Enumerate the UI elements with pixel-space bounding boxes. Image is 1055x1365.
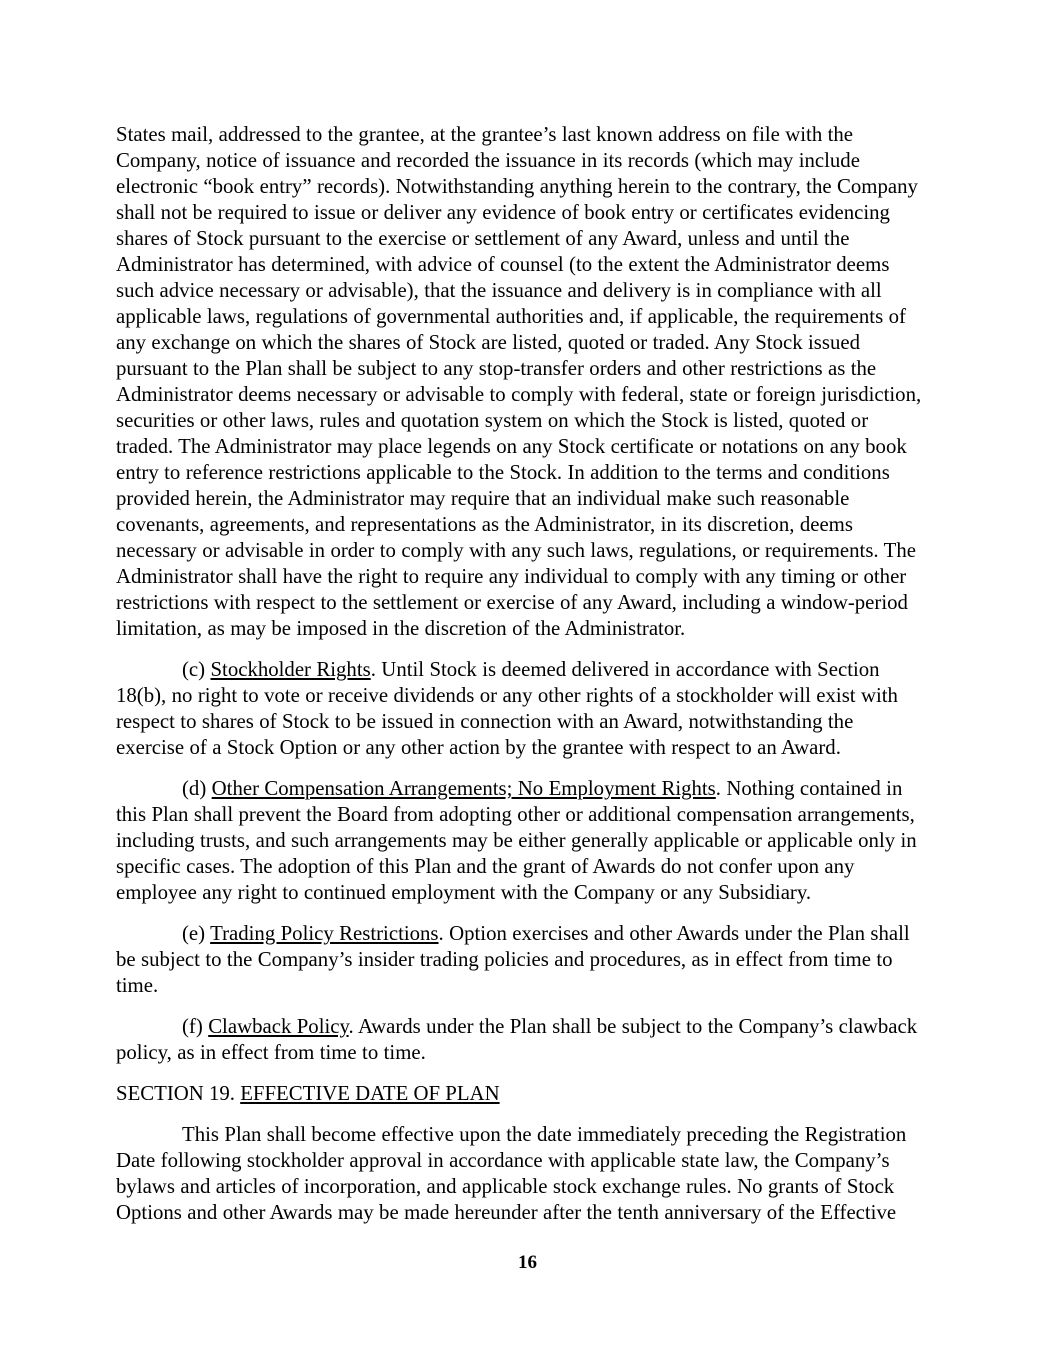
paragraph-label: (d) xyxy=(182,777,212,800)
paragraph-text: . Awards under the Plan shall be subject to the Company’s clawback policy, as in effect from time to time. xyxy=(116,1015,918,1064)
paragraph-label: (e) xyxy=(182,922,211,945)
page-number: 16 xyxy=(518,1252,537,1273)
paragraph-text: . Nothing contained in this Plan shall prevent the Board from adopting other or additional compensation arrangements, including trusts, and such arrangements may be either generally applicable or applicable only in specific cases. The adoption of this Plan and the grant of Awards do not confer upon any employee any right to continued employment with the Company or any Subsidiary. xyxy=(116,777,917,904)
page-footer xyxy=(0,1252,1055,1274)
section-19-heading xyxy=(116,1081,926,1107)
paragraph-e-trading-policy xyxy=(116,921,926,999)
paragraph-text: . Until Stock is deemed delivered in accordance with Section 18(b), no right to vote or receive dividends or any other rights of a stockholder will exist with respect to shares of Stock to be issued in connection with an Award, notwithstanding the exercise of a Stock Option or any other action by the grantee with respect to an Award. xyxy=(116,658,898,759)
paragraph-label: (f) xyxy=(182,1015,209,1038)
paragraph-text: States mail, addressed to the grantee, at the grantee’s last known address on file with the Company, notice of issuance and recorded the issuance in its records (which may include electronic “book entry” records). Notwithstanding anything herein to the contrary, the Company shall not be required to issue or deliver any evidence of book entry or certificates evidencing shares of Stock pursuant to the exercise or settlement of any Award, unless and until the Administrator has determined, with advice of counsel (to the extent the Administrator deems such advice necessary or advisable), that the issuance and delivery is in compliance with all applicable laws, regulations of governmental authorities and, if applicable, the requirements of any exchange on which the shares of Stock are listed, quoted or traded. Any Stock issued pursuant to the Plan shall be subject to any stop-transfer orders and other restrictions as the Administrator deems necessary or advisable to comply with federal, state or foreign jurisdiction, securities or other laws, rules and quotation system on which the Stock is listed, quoted or traded. The Administrator may place legends on any Stock certificate or notations on any book entry to reference restrictions applicable to the Stock. In addition to the terms and conditions provided herein, the Administrator may require that an individual make such reasonable covenants, agreements, and representations as the Administrator, in its discretion, deems necessary or advisable in order to comply with any such laws, regulations, or requirements. The Administrator shall have the right to require any individual to comply with any timing or other restrictions with respect to the settlement or exercise of any Award, including a window-period limitation, as may be imposed in the discretion of the Administrator. xyxy=(116,123,922,640)
paragraph-label: (c) xyxy=(182,658,211,681)
section-title: EFFECTIVE DATE OF PLAN xyxy=(240,1082,500,1105)
paragraph-effective-date xyxy=(116,1122,926,1226)
subsection-title: Stockholder Rights xyxy=(210,658,371,681)
paragraph-c-stockholder-rights xyxy=(116,657,926,761)
subsection-title: Trading Policy Restrictions xyxy=(210,922,439,945)
paragraph-d-other-compensation xyxy=(116,776,926,906)
subsection-title: Other Compensation Arrangements; No Employment Rights xyxy=(211,777,716,800)
section-label: SECTION 19. xyxy=(116,1082,241,1105)
paragraph-text: This Plan shall become effective upon the date immediately preceding the Registration Date following stockholder approval in accordance with applicable state law, the Company’s bylaws and articles of incorporation, and applicable stock exchange rules. No grants of Stock Options and other Awards may be made hereunder after the tenth anniversary of the Effective xyxy=(116,1123,907,1224)
paragraph-text: . Option exercises and other Awards under the Plan shall be subject to the Company’s insider trading policies and procedures, as in effect from time to time. xyxy=(116,922,910,997)
paragraph-f-clawback-policy xyxy=(116,1014,926,1066)
paragraph-section18-continuation xyxy=(116,122,926,642)
document-content xyxy=(116,122,926,1226)
subsection-title: Clawback Policy xyxy=(208,1015,349,1038)
